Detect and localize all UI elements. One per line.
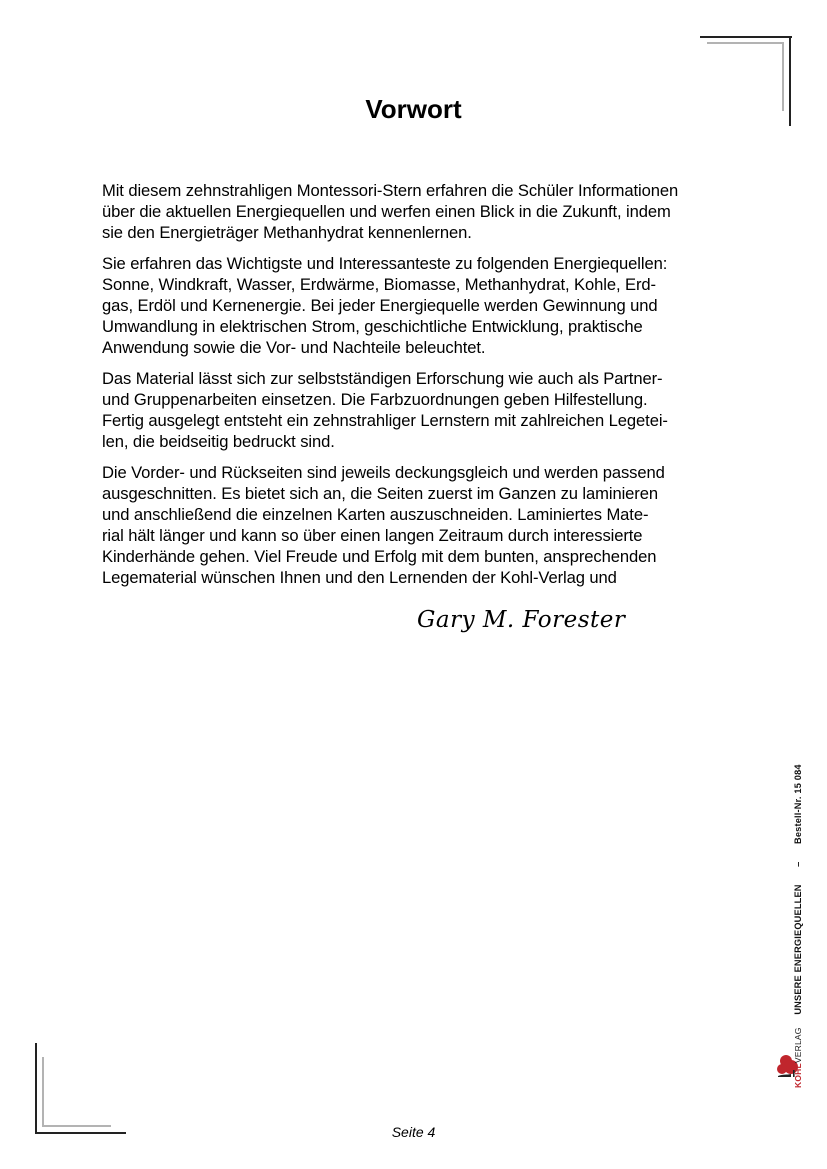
text-line: len, die beidseitig bedruckt sind. xyxy=(102,432,335,451)
corner-ornament-top-right-inner xyxy=(707,42,784,44)
text-line: Mit diesem zehnstrahligen Montessori-Stern erfahren die Schüler Informationen xyxy=(102,181,679,200)
text-line: Sie erfahren das Wichtigste und Interessanteste zu folgenden Energiequellen: xyxy=(102,254,668,273)
text-line: und anschließend die einzelnen Karten auszuschneiden. Laminiertes Mate- xyxy=(102,505,649,524)
text-line: über die aktuellen Energiequellen und werfen einen Blick in die Zukunft, indem xyxy=(102,202,671,221)
text-line: Anwendung sowie die Vor- und Nachteile beleuchtet. xyxy=(102,338,486,357)
corner-ornament-bottom-left xyxy=(35,1043,37,1134)
author-signature: Gary M. Forester xyxy=(417,607,626,633)
corner-ornament-top-right xyxy=(700,36,792,38)
paragraph xyxy=(102,368,742,452)
page-title: Vorwort xyxy=(365,94,462,124)
order-number: Bestell-Nr. 15 084 xyxy=(793,764,803,844)
text-line: Legematerial wünschen Ihnen und den Lernenden der Kohl-Verlag und xyxy=(102,568,617,587)
text-line: Umwandlung in elektrischen Strom, geschichtliche Entwicklung, praktische xyxy=(102,317,643,336)
publisher-logo: KOHLVERLAG xyxy=(793,1027,803,1088)
paragraph xyxy=(102,462,742,588)
text-line: sie den Energieträger Methanhydrat kennenlernen. xyxy=(102,223,472,242)
side-product-label xyxy=(792,764,804,1088)
text-line: und Gruppenarbeiten einsetzen. Die Farbzuordnungen geben Hilfestellung. xyxy=(102,390,648,409)
text-line: Das Material lässt sich zur selbstständigen Erforschung wie auch als Partner- xyxy=(102,369,663,388)
corner-ornament-bottom-left-inner xyxy=(42,1057,44,1127)
product-title: UNSERE ENERGIEQUELLEN xyxy=(793,884,803,1015)
text-line: gas, Erdöl und Kernenergie. Bei jeder Energiequelle werden Gewinnung und xyxy=(102,296,658,315)
separator: – xyxy=(793,861,803,867)
text-line: Kinderhände gehen. Viel Freude und Erfolg mit dem bunten, ansprechenden xyxy=(102,547,657,566)
text-line: Fertig ausgelegt entsteht ein zehnstrahliger Lernstern mit zahlreichen Legetei- xyxy=(102,411,668,430)
text-line: rial hält länger und kann so über einen langen Zeitraum durch interessierte xyxy=(102,526,643,545)
paragraph xyxy=(102,253,742,358)
text-line: Sonne, Windkraft, Wasser, Erdwärme, Biomasse, Methanhydrat, Kohle, Erd- xyxy=(102,275,656,294)
page-number: Seite 4 xyxy=(391,1124,436,1140)
text-line: Die Vorder- und Rückseiten sind jeweils deckungsgleich und werden passend xyxy=(102,463,665,482)
preface-body xyxy=(102,180,742,598)
paragraph xyxy=(102,180,742,243)
text-line: ausgeschnitten. Es bietet sich an, die Seiten zuerst im Ganzen zu laminieren xyxy=(102,484,658,503)
